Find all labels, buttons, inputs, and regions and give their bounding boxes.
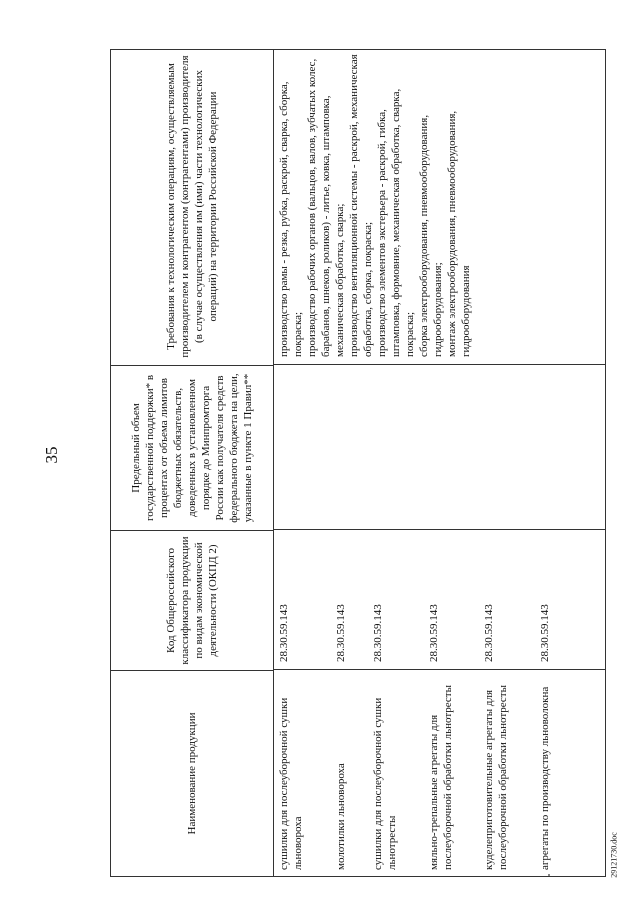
table-frame xyxy=(110,49,606,877)
table-header xyxy=(111,50,274,876)
row-okpd-code: 28.30.59.143 xyxy=(372,604,384,662)
requirement-item: производство рабочих органов (вальцов, валов, зубчатых колес, барабанов, шнеков, роликов) - литье, ковка, штамповка, механическая обработка, сварка; xyxy=(306,58,346,357)
requirement-item: сборка электрооборудования, пневмооборудования, гидрооборудования; xyxy=(418,114,444,357)
row-product-name: сушилки для послеуборочной сушки льновороха xyxy=(278,697,304,870)
header-support-limit: Предельный объем государственной поддержки* в процентах от объема лимитов бюджетных обязательств, доведенных в установленном порядке до Минпромторга России как получателя средств федерального бюджета на цели, указанные в пункте 1 Правил** xyxy=(111,365,273,530)
row-okpd-code: 28.30.59.143 xyxy=(539,604,551,662)
scan-dot xyxy=(548,874,550,876)
column-divider xyxy=(273,364,605,365)
requirements-list xyxy=(277,52,473,357)
row-okpd-code: 28.30.59.143 xyxy=(335,604,347,662)
row-product-name: куделеприготовительные агрегаты для послеуборочной обработки льнотресты xyxy=(483,684,509,870)
header-okpd-code: Код Общероссийского классификатора продукции по видам экономической деятельности (ОКПД 2) xyxy=(111,530,273,670)
row-okpd-code: 28.30.59.143 xyxy=(483,604,495,662)
row-product-name: сушилки для послеуборочной сушки льнотресты xyxy=(372,697,398,870)
column-divider xyxy=(273,669,605,670)
row-product-name: молотилки льновороха xyxy=(335,763,347,870)
products-table xyxy=(110,49,606,877)
header-product-name: Наименование продукции xyxy=(111,670,273,876)
row-okpd-code: 28.30.59.143 xyxy=(428,604,440,662)
requirement-item: производство вентиляционной системы - раскрой, механическая обработка, сборка, покраска; xyxy=(348,54,374,357)
row-product-name: агрегаты по производству льноволокна xyxy=(539,686,551,870)
row-okpd-code: 28.30.59.143 xyxy=(278,604,290,662)
page-number: 35 xyxy=(42,446,61,464)
requirement-item: монтаж электрооборудования, пневмооборудования, гидрооборудования xyxy=(446,110,472,357)
row-product-name: мяльно-трепальные агрегаты для послеуборочной обработки льнотресты xyxy=(428,684,454,870)
column-divider xyxy=(273,529,605,530)
header-requirements: Требования к технологическим операциям, осуществляемым производителем и контрагентом (контрагентами) производителя (в случае осуществления им (ими) части технологических операций) на территории Российской Федерации xyxy=(165,55,219,358)
document-filename: 29121730.doc xyxy=(609,832,619,878)
requirement-item: производство элементов экстерьера - раскрой, гибка, штамповка, формовние, механическая обработка, сварка, покраска; xyxy=(376,88,416,357)
requirement-item: производство рамы - резка, рубка, раскрой, сварка, сборка, покраска; xyxy=(278,81,304,357)
